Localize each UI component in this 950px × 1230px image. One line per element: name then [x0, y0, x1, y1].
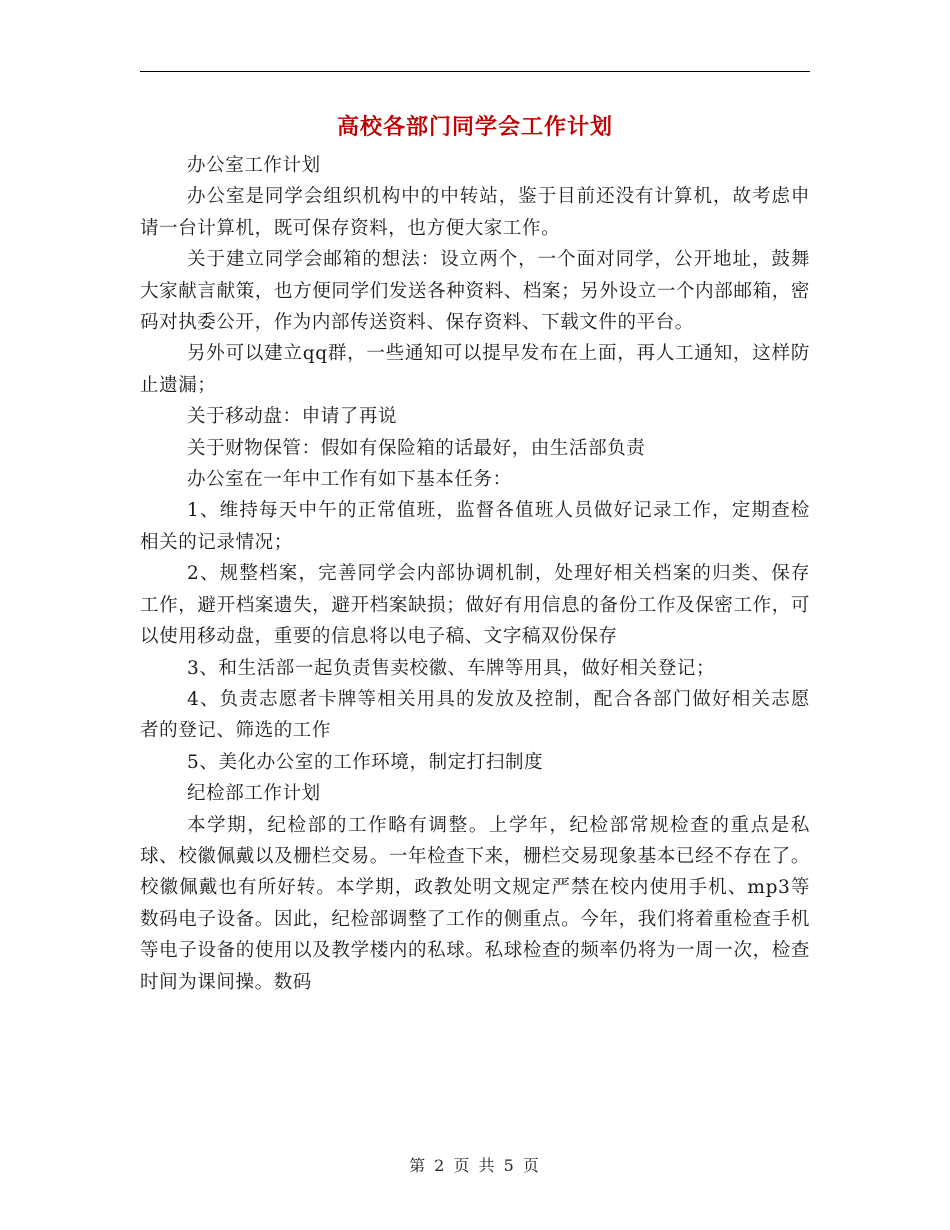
- list-item-task-4: 4、负责志愿者卡牌等相关用具的发放及控制，配合各部门做好相关志愿者的登记、筛选的工作: [140, 688, 810, 742]
- paragraph-discipline-heading: 纪检部工作计划: [187, 783, 321, 805]
- paragraph-office-heading: 办公室工作计划: [187, 155, 321, 176]
- list-item-task-3: 3、和生活部一起负责售卖校徽、车牌等用具，做好相关登记；: [187, 657, 716, 679]
- list-item-task-2: 2、规整档案，完善同学会内部协调机制，处理好相关档案的归类、保存工作，避开档案遗失，避开档案缺损；做好有用信息的备份工作及保密工作，可以使用移动盘，重要的信息将以电子稿、文字稿双份保存: [140, 563, 810, 648]
- paragraph-qq-group: 另外可以建立qq群，一些通知可以提早发布在上面，再人工通知，这样防止遗漏；: [140, 343, 810, 396]
- page-number-footer: [0, 1153, 950, 1176]
- document-body: [140, 150, 810, 998]
- paragraph-property: 关于财物保管：假如有保险箱的话最好，由生活部负责: [187, 437, 646, 459]
- paragraph-mobile-disk: 关于移动盘：申请了再说: [187, 406, 398, 428]
- paragraph-tasks-intro: 办公室在一年中工作有如下基本任务：: [187, 469, 512, 491]
- page-number-label: 第 2 页 共 5 页: [409, 1156, 541, 1175]
- header-rule: [140, 71, 810, 72]
- paragraph-discipline-body: 本学期，纪检部的工作略有调整。上学年，纪检部常规检查的重点是私球、校徽佩戴以及栅栏交易。一年检查下来，栅栏交易现象基本已经不存在了。校徽佩戴也有所好转。本学期，政教处明文规定严禁在校内使用手机、mp3等数码电子设备。因此，纪检部调整了工作的侧重点。今年，我们将着重检查手机等电子设备的使用以及教学楼内的私球。私球检查的频率仍将为一周一次，检查时间为课间操。数码: [140, 814, 810, 993]
- document-title: 高校各部门同学会工作计划: [336, 114, 613, 140]
- paragraph-office-intro: 办公室是同学会组织机构中的中转站，鉴于目前还没有计算机，故考虑申请一台计算机，既可保存资料，也方便大家工作。: [140, 186, 810, 239]
- paragraph-mailbox: 关于建立同学会邮箱的想法：设立两个，一个面对同学，公开地址，鼓舞大家献言献策，也方便同学们发送各种资料、档案；另外设立一个内部邮箱，密码对执委公开，作为内部传送资料、保存资料、下载文件的平台。: [140, 249, 810, 334]
- list-item-task-1: 1、维持每天中午的正常值班，监督各值班人员做好记录工作，定期查检相关的记录情况；: [140, 500, 810, 553]
- list-item-task-5: 5、美化办公室的工作环境，制定打扫制度: [187, 751, 544, 773]
